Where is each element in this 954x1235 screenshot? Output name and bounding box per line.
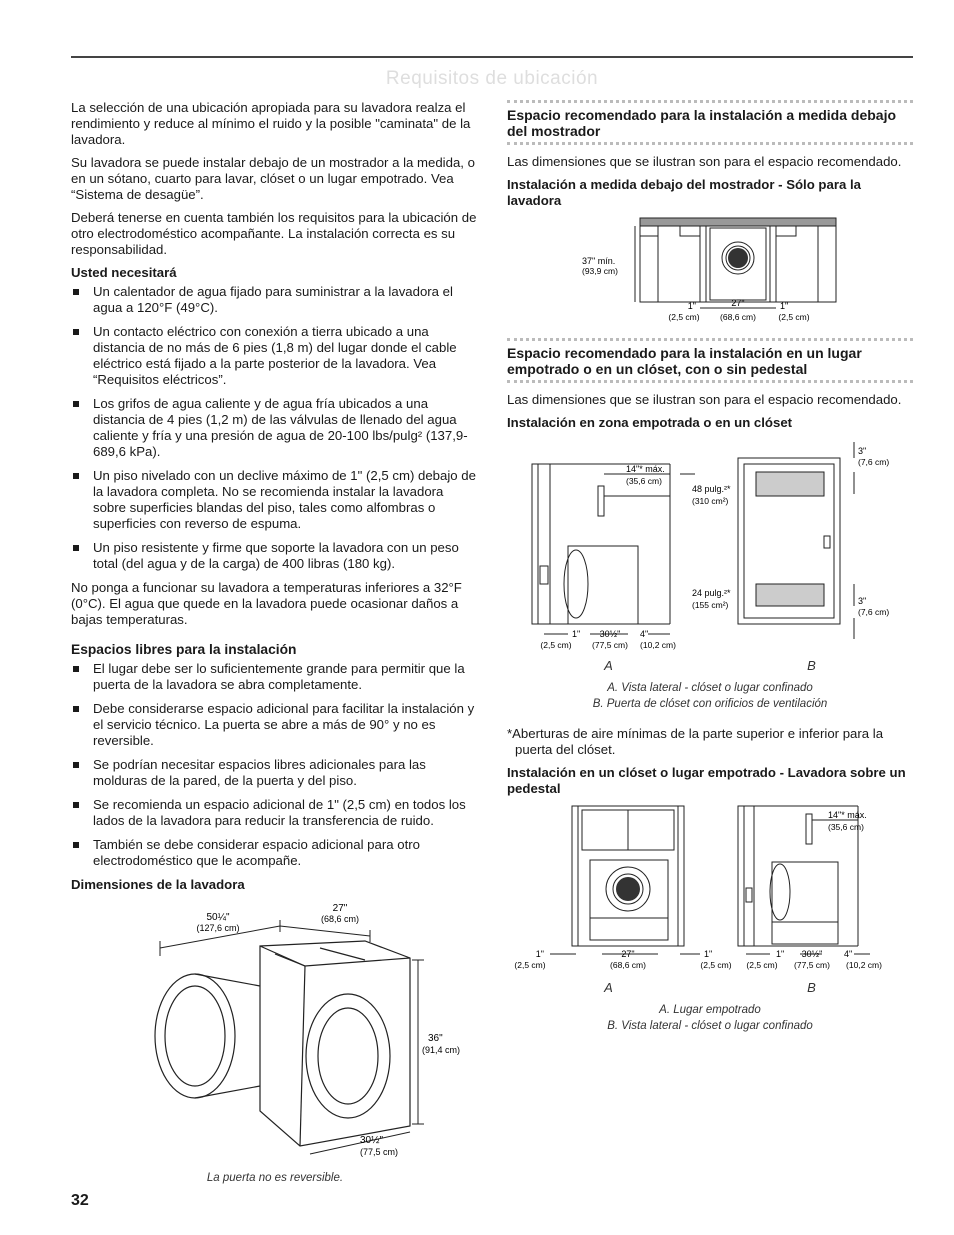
list-item: Un calentador de agua fijado para suministrar a la lavadora el agua a 120°F (49°C). — [71, 284, 479, 316]
dim-label: 1" — [687, 301, 696, 311]
dim-label: 4" — [844, 949, 853, 959]
dim-label: 14"* máx. — [828, 810, 867, 820]
dim-label: (7,6 cm) — [858, 607, 890, 617]
dim-label: (91,4 cm) — [422, 1045, 461, 1055]
dim-label: 1" — [704, 949, 713, 959]
list-item: Debe considerarse espacio adicional para facilitar la instalación y el servicio técnico. La puerta se abre a más de 90° y no es reversible. — [71, 701, 479, 749]
dim-label: 1" — [776, 949, 785, 959]
dim-label: (77,5 cm) — [794, 960, 830, 970]
list-item: Un piso nivelado con un declive máximo de 1" (2,5 cm) debajo de la lavadora completa. No se recomienda instalar la lavadora sobre superficies blandas del piso, tales como alfombras o superficies con reverso de espuma. — [71, 468, 479, 532]
intro-paragraph: La selección de una ubicación apropiada para su lavadora realza el rendimiento y reduce al mínimo el ruido y la posible "caminata" de la lavadora. — [71, 100, 471, 147]
list-item: Se recomienda un espacio adicional de 1" (2,5 cm) en todos los lados de la lavadora para reducir la transferencia de ruido. — [71, 797, 479, 829]
vent-note: *Aberturas de aire mínimas de la parte superior e inferior para la puerta del clóset. — [507, 726, 884, 757]
closet-diagram — [510, 434, 910, 656]
dimensions-heading: Dimensiones de la lavadora — [71, 877, 245, 892]
pedestal-closet-diagram — [510, 800, 910, 976]
dim-label: 36" — [428, 1033, 443, 1044]
figure-caption: B. Puerta de clóset con orificios de ventilación — [592, 698, 828, 710]
section-text: Las dimensiones que se ilustran son para el espacio recomendado. — [507, 392, 902, 407]
figure-caption: B. Vista lateral - clóset o lugar confinado — [607, 1020, 813, 1032]
list-item: Un contacto eléctrico con conexión a tierra ubicado a una distancia de no más de 6 pies (1,8 m) del lugar donde el cable eléctrico está fijado a la parte posterior de la lavadora. Vea “Requisitos eléctricos”. — [71, 324, 479, 388]
dim-label: 30½" — [801, 949, 823, 959]
left-column — [71, 100, 479, 1186]
dim-label: (35,6 cm) — [626, 476, 662, 486]
list-item: El lugar debe ser lo suficientemente grande para permitir que la puerta de la lavadora se abra completamente. — [71, 661, 479, 693]
dim-label: 50¼" — [206, 912, 230, 923]
dim-label: 27" — [621, 949, 635, 959]
sub-heading: Instalación a medida debajo del mostrador - Sólo para la lavadora — [507, 177, 861, 208]
list-item: Un piso resistente y firme que soporte la lavadora con un peso total (del agua y de la carga) de 400 libras (180 kg). — [71, 540, 479, 572]
intro-paragraph: Deberá tenerse en cuenta también los requisitos para la ubicación de otro electrodoméstico acompañante. La instalación correcta es su responsabilidad. — [71, 210, 477, 257]
dim-label: (10,2 cm) — [640, 640, 676, 650]
dim-label: (68,6 cm) — [610, 960, 646, 970]
dim-label: (2,5 cm) — [700, 960, 732, 970]
section-header — [507, 100, 913, 145]
dim-label: (2,5 cm) — [668, 312, 700, 322]
right-column — [507, 100, 913, 1034]
top-rule — [71, 56, 913, 58]
section-text: Las dimensiones que se ilustran son para el espacio recomendado. — [507, 154, 902, 169]
freeze-note: No ponga a funcionar su lavadora a temperaturas inferiores a 32°F (0°C). El agua que quede en la lavadora puede ocasionar daños a bajas temperaturas. — [71, 580, 462, 627]
dim-label: (127,6 cm) — [196, 923, 240, 933]
dim-label: (2,5 cm) — [540, 640, 572, 650]
dim-label: 1" — [572, 629, 581, 639]
dim-label: (77,5 cm) — [592, 640, 628, 650]
clearances-heading: Espacios libres para la instalación — [71, 642, 297, 657]
figure-letters — [507, 658, 913, 674]
dim-label: 24 pulg.²* — [692, 588, 731, 598]
list-item: Se podrían necesitar espacios libres adicionales para las molduras de la pared, de la puerta y del piso. — [71, 757, 479, 789]
clearances-list — [71, 661, 479, 869]
section-heading: Espacio recomendado para la instalación a medida debajo del mostrador — [507, 107, 897, 139]
figure-letters — [507, 980, 913, 996]
dim-label: (2,5 cm) — [514, 960, 546, 970]
dim-label: 4" — [640, 629, 649, 639]
dim-label: 30½" — [360, 1135, 384, 1146]
dim-label: 30½" — [599, 629, 621, 639]
dim-label: 48 pulg.²* — [692, 484, 731, 494]
dim-label: 37" mín. — [582, 256, 616, 266]
figure-letter-b: B — [807, 980, 816, 995]
need-heading: Usted necesitará — [71, 265, 177, 280]
dim-label: (93,9 cm) — [582, 266, 618, 276]
list-item: Los grifos de agua caliente y de agua fría ubicados a una distancia de 4 pies (1,2 m) de las válvulas de llenado del agua caliente y fría y una presión de agua de 20-100 lbs/pulg² (137,9-689,6 kPa). — [71, 396, 479, 460]
section-header — [507, 338, 913, 383]
dim-label: 1" — [535, 949, 544, 959]
dim-label: (310 cm²) — [692, 496, 729, 506]
dimensions-caption: La puerta no es reversible. — [206, 1172, 344, 1184]
intro-paragraph: Su lavadora se puede instalar debajo de un mostrador a la medida, o en un sótano, cuarto para lavar, clóset o un lugar empotrado. Vea “Sistema de desagüe”. — [71, 155, 475, 202]
dim-label: 3" — [858, 446, 867, 456]
undercounter-diagram — [580, 212, 840, 324]
section-heading: Espacio recomendado para la instalación en un lugar empotrado o en un clóset, con o sin pedestal — [507, 345, 862, 377]
dim-label: (155 cm²) — [692, 600, 729, 610]
need-list — [71, 284, 479, 572]
dim-label: 3" — [858, 596, 867, 606]
figure-letter-b: B — [807, 658, 816, 673]
figure-caption: A. Vista lateral - clóset o lugar confinado — [607, 682, 813, 694]
dim-label: 27" — [731, 298, 745, 308]
dim-label: (7,6 cm) — [858, 457, 890, 467]
dim-label: (35,6 cm) — [828, 822, 864, 832]
washer-dimensions-diagram — [110, 896, 461, 1166]
dim-label: 27" — [332, 903, 348, 914]
dim-label: 14"* máx. — [626, 464, 665, 474]
sub-heading: Instalación en un clóset o lugar empotrado - Lavadora sobre un pedestal — [507, 765, 906, 796]
page-number: 32 — [71, 1192, 89, 1209]
sub-heading: Instalación en zona empotrada o en un clóset — [507, 415, 793, 430]
figure-caption: A. Lugar empotrado — [659, 1004, 761, 1016]
dim-label: (2,5 cm) — [778, 312, 810, 322]
dim-label: (10,2 cm) — [846, 960, 882, 970]
dim-label: 1" — [780, 301, 789, 311]
dim-label: (2,5 cm) — [746, 960, 778, 970]
figure-letter-a: A — [604, 980, 613, 995]
dim-label: (68,6 cm) — [320, 914, 360, 924]
dim-label: (68,6 cm) — [720, 312, 756, 322]
page-title: Requisitos de ubicación — [385, 68, 599, 89]
list-item: También se debe considerar espacio adicional para otro electrodoméstico que le acompañe. — [71, 837, 479, 869]
figure-letter-a: A — [604, 658, 613, 673]
dim-label: (77,5 cm) — [360, 1147, 399, 1157]
